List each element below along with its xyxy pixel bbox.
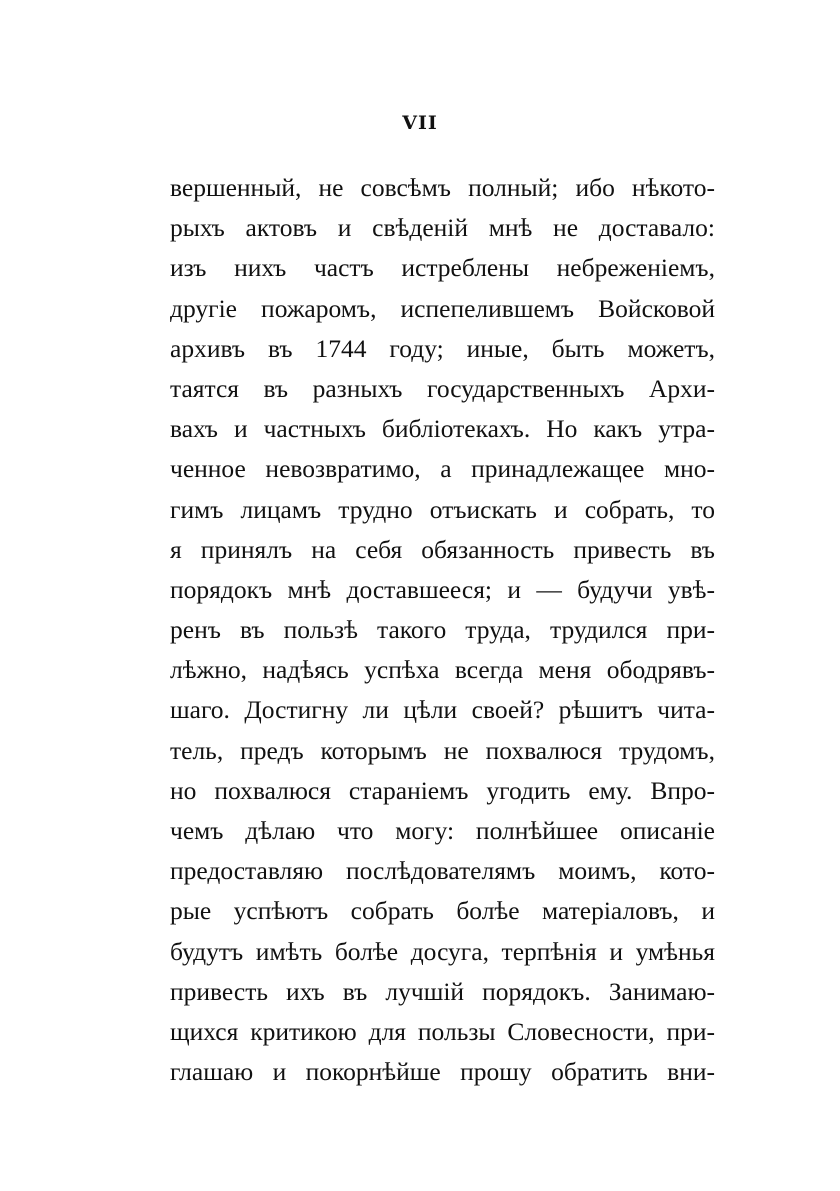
text-line: изъ нихъ частъ истреблены небреженіемъ, — [170, 253, 715, 283]
text-line: шаго. Достигну ли цѣли своей? рѣшитъ чита- — [170, 695, 715, 725]
text-line: вахъ и частныхъ библіотекахъ. Но какъ утра- — [170, 414, 715, 444]
text-line: глашаю и покорнѣйше прошу обратить вни- — [170, 1057, 715, 1087]
text-line: архивъ въ 1744 году; иные, быть можетъ, — [170, 333, 715, 363]
text-line: чемъ дѣлаю что могу: полнѣйшее описаніе — [170, 816, 715, 845]
text-line: щихся критикою для пользы Словесности, при- — [170, 1016, 715, 1046]
page-number: VII — [402, 112, 438, 134]
text-line: я принялъ на себя обязанность привесть въ — [170, 534, 715, 564]
text-line: но похвалюся стараніемъ угодить ему. Впро- — [170, 775, 715, 805]
text-line: гимъ лицамъ трудно отъискать и собрать, то — [170, 494, 715, 524]
text-line: ченное невозвратимо, а принадлежащее мно- — [170, 454, 715, 484]
text-line: лѣжно, надѣясь успѣха всегда меня ободрявъ- — [170, 655, 715, 685]
text-line: другіе пожаромъ, испепелившемъ Войсковой — [170, 293, 715, 323]
text-line: тель, предъ которымъ не похвалюся трудомъ, — [170, 735, 715, 765]
text-line: предоставляю послѣдователямъ моимъ, кото- — [170, 856, 715, 886]
text-line: привесть ихъ въ лучшій порядокъ. Занимаю- — [170, 976, 715, 1006]
text-line: таятся въ разныхъ государственныхъ Архи- — [170, 373, 715, 403]
text-line: порядокъ мнѣ доставшееся; и — будучи увѣ- — [170, 574, 715, 604]
body-text — [170, 168, 715, 1092]
text-line: ренъ въ пользѣ такого труда, трудился при- — [170, 615, 715, 645]
text-line: рые успѣютъ собрать болѣе матеріаловъ, и — [170, 896, 715, 926]
text-line: рыхъ актовъ и свѣденій мнѣ не доставало: — [170, 213, 715, 243]
text-line: вершенный, не совсѣмъ полный; ибо нѣкото- — [170, 173, 715, 202]
text-line: будутъ имѣть болѣе досуга, терпѣнія и умѣнья — [170, 936, 715, 966]
